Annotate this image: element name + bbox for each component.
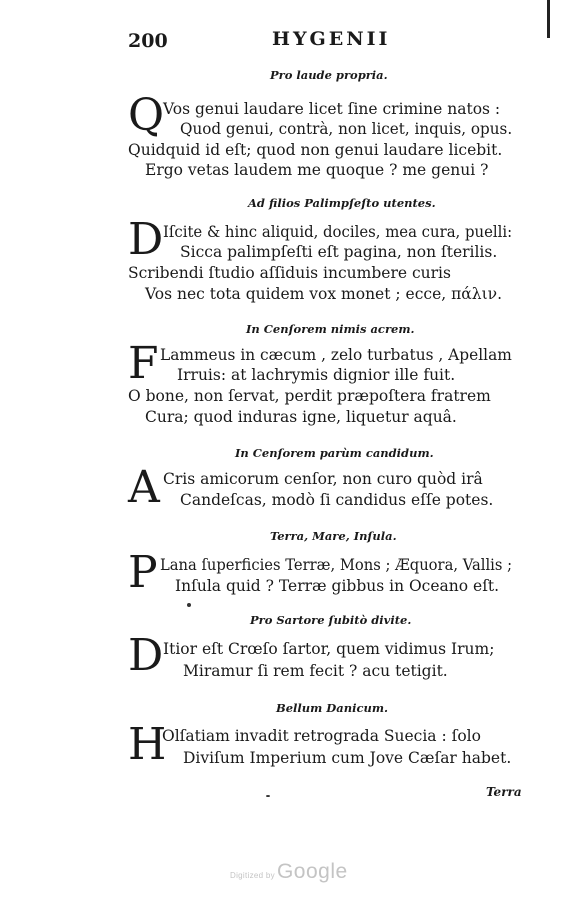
drop-initial: D	[128, 214, 164, 265]
verse-line: Scribendi ſtudio aſſiduis incumbere curis	[128, 264, 451, 282]
drop-initial: D	[128, 630, 164, 681]
poem-title: In Cenſorem parùm candidum.	[235, 446, 434, 460]
google-logo: Google	[276, 860, 348, 883]
drop-initial: P	[128, 547, 158, 598]
drop-initial: F	[128, 338, 159, 389]
verse-line: Miramur ſi rem fecit ? acu tetigit.	[183, 662, 448, 680]
verse-line: Lana ſuperficies Terræ, Mons ; Æquora, Vallis ;	[160, 556, 513, 574]
digitized-watermark	[230, 860, 348, 884]
verse-line: Sicca palimpſeſti eſt pagina, non ſterilis.	[180, 243, 498, 261]
drop-initial: A	[128, 462, 160, 513]
verse-line: Inſula quid ? Terræ gibbus in Oceano eſt.	[175, 577, 500, 595]
catchword: Terra	[486, 785, 522, 799]
verse-line: Quod genui, contrà, non licet, inquis, opus.	[180, 120, 513, 138]
drop-initial: Q	[128, 90, 165, 141]
verse-line: Diviſum Imperium cum Jove Cæſar habet.	[183, 749, 512, 767]
verse-line: Quidquid id eſt; quod non genui laudare licebit.	[128, 141, 503, 159]
folio-number: 200	[128, 30, 168, 52]
verse-line: Vos nec tota quidem vox monet ; ecce, πάλιν.	[145, 285, 502, 303]
verse-line: Olſatiam invadit retrograda Suecia : ſolo	[162, 727, 481, 745]
drop-initial: H	[128, 719, 167, 770]
poem-title: Terra, Mare, Inſula.	[270, 529, 397, 543]
poem-title: Pro Sartore ſubitò divite.	[250, 613, 412, 627]
verse-line: Cris amicorum cenſor, non curo quòd irâ	[163, 470, 483, 488]
verse-line: Lammeus in cæcum , zelo turbatus , Apellam	[160, 346, 512, 364]
verse-line: O bone, non ſervat, perdit præpoſtera fratrem	[128, 387, 491, 405]
poem-title: Pro laude propria.	[270, 68, 388, 82]
verse-line: Vos genui laudare licet ſine crimine natos :	[163, 100, 501, 118]
ink-speck	[266, 795, 270, 797]
poem-title: Ad filios Palimpſeſto utentes.	[248, 196, 436, 210]
poem-title: In Cenſorem nimis acrem.	[246, 322, 415, 336]
page-edge-rule	[547, 0, 550, 38]
verse-line: Iſcite & hinc aliquid, dociles, mea cura, puelli:	[163, 223, 513, 241]
verse-line: Candeſcas, modò ſi candidus eſſe potes.	[180, 491, 494, 509]
verse-line: Cura; quod induras igne, liquetur aquâ.	[145, 408, 457, 426]
watermark-prefix: Digitized by	[230, 871, 275, 880]
ink-speck	[187, 603, 191, 607]
verse-line: Irruis: at lachrymis dignior ille fuit.	[177, 366, 456, 384]
poem-title: Bellum Danicum.	[276, 701, 388, 715]
verse-line: Ergo vetas laudem me quoque ? me genui ?	[145, 161, 489, 179]
verse-line: Itior eſt Crœſo ſartor, quem vidimus Irum;	[163, 640, 495, 658]
running-head: HYGENII	[272, 28, 391, 50]
